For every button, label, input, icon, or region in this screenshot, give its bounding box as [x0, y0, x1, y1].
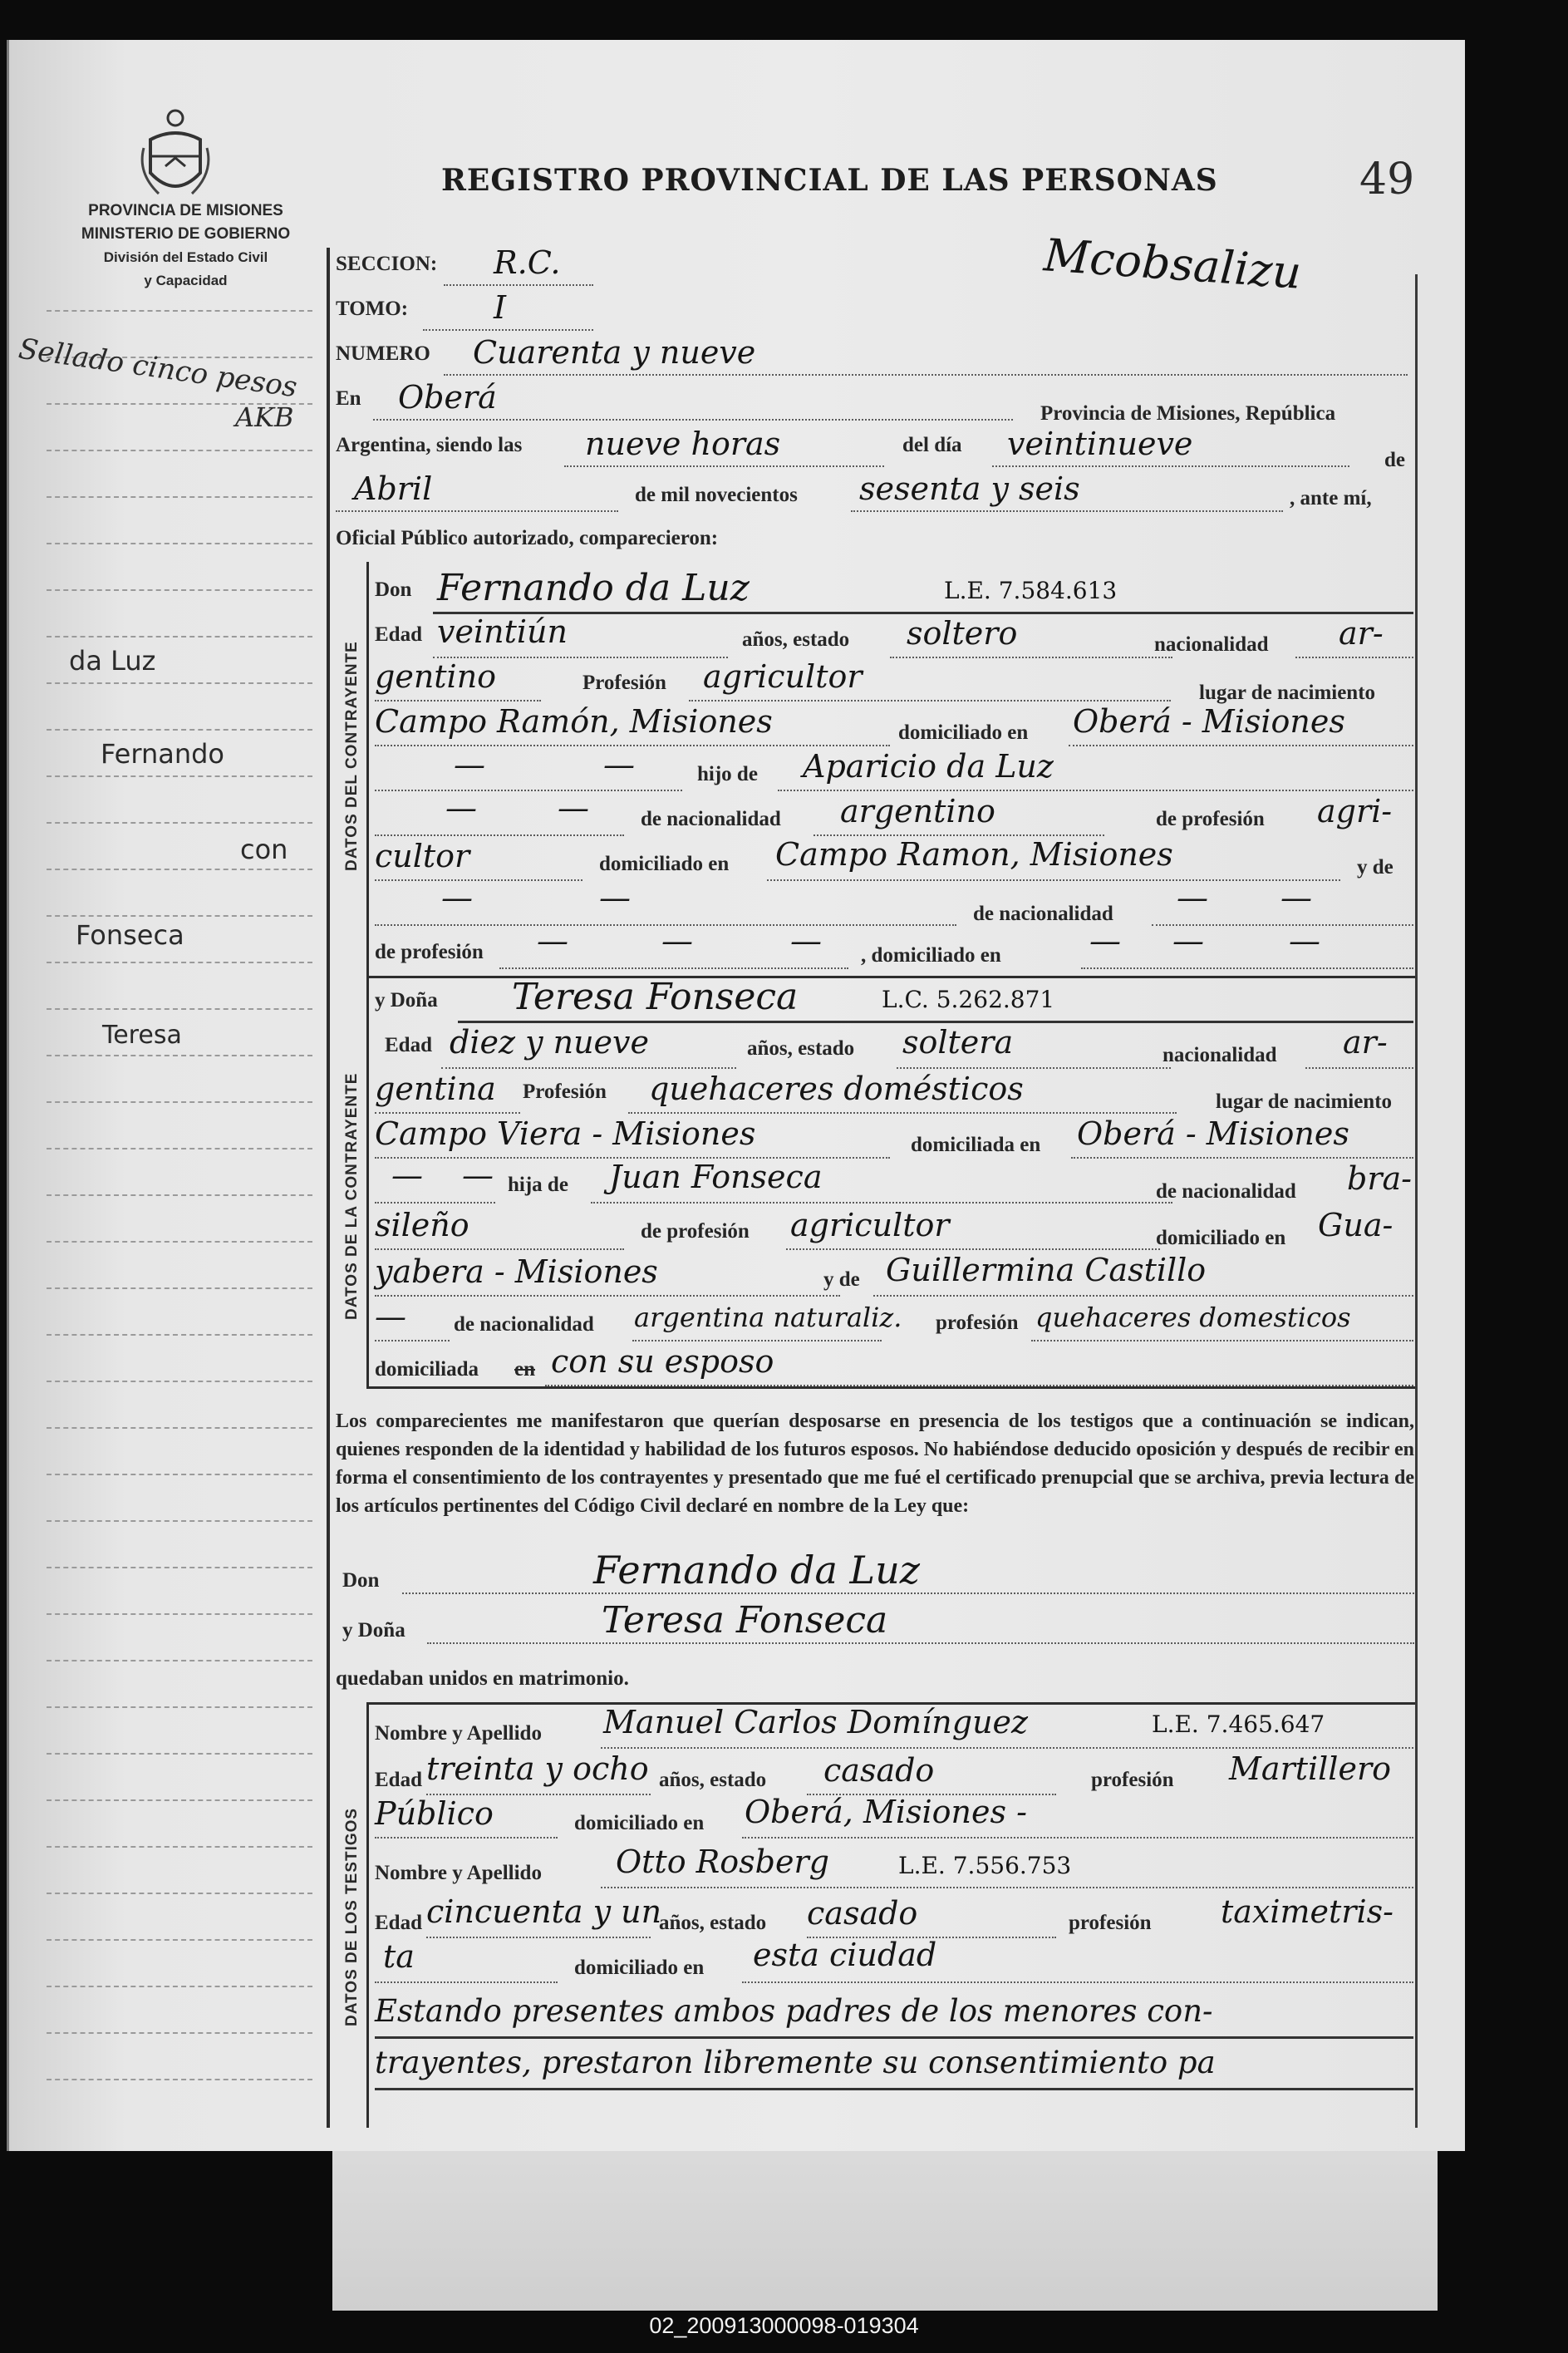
section-bar-witnesses — [366, 1702, 369, 2128]
label-argentina: Argentina, siendo las — [336, 434, 523, 456]
label-numero: NUMERO — [336, 342, 430, 365]
margin-rule — [47, 1334, 312, 1336]
section-bar-bride — [366, 976, 369, 1388]
page-number: 49 — [1359, 155, 1415, 204]
value-dia: veintinueve — [1007, 426, 1193, 462]
fill-line — [545, 1385, 1413, 1386]
fill-line — [423, 329, 593, 331]
page-title: REGISTRO PROVINCIAL DE LAS PERSONAS — [441, 163, 1218, 198]
bride-edad: diez y nueve — [450, 1024, 650, 1061]
margin-rule — [47, 1381, 312, 1382]
label-de-profesion: de profesión — [641, 1220, 750, 1243]
section-label-groom: DATOS DEL CONTRAYENTE — [343, 641, 361, 871]
row-groom-name — [375, 567, 1413, 617]
bride-padre-domicilio-a: Gua- — [1318, 1207, 1394, 1243]
row-decl-dona — [336, 1599, 1414, 1647]
margin-name: Teresa — [102, 1021, 182, 1050]
fill-line — [499, 967, 848, 969]
margin-rule — [47, 1893, 312, 1894]
margin-name: Fonseca — [76, 919, 184, 951]
margin-rule — [47, 729, 312, 731]
row-bride-lugar — [375, 1115, 1413, 1164]
label-hijo-de: hijo de — [697, 763, 758, 785]
label-de-profesion: de profesión — [375, 941, 484, 963]
fill-line — [742, 1837, 1413, 1839]
value-tomo: I — [494, 289, 507, 326]
margin-rule — [47, 1241, 312, 1243]
w2-document: L.E. 7.556.753 — [898, 1852, 1072, 1879]
row-anio — [336, 472, 1416, 517]
row-tomo — [336, 291, 834, 336]
fill-line — [433, 612, 1413, 614]
fill-line — [427, 1642, 1414, 1644]
label-lugar: lugar de nacimiento — [1216, 1090, 1393, 1113]
label-nacionalidad: nacionalidad — [1154, 633, 1269, 656]
margin-rule — [47, 1939, 312, 1941]
blank-mark: — — [1280, 879, 1312, 916]
official-signature: Mcobsalizu — [1042, 229, 1304, 299]
fill-line — [767, 879, 1340, 881]
margin-rule — [47, 1474, 312, 1475]
margin-rule — [47, 962, 312, 963]
blank-mark: — — [1089, 923, 1121, 959]
office-line: y Capacidad — [144, 273, 228, 288]
w1-estado: casado — [823, 1752, 935, 1789]
value-anio: sesenta y seis — [859, 470, 1080, 507]
row-bride-edad — [375, 1024, 1413, 1072]
fill-line — [591, 1202, 1172, 1204]
w1-document: L.E. 7.465.647 — [1152, 1711, 1325, 1738]
section-label-bride: DATOS DE LA CONTRAYENTE — [343, 1072, 361, 1320]
office-line: MINISTERIO DE GOBIERNO — [81, 225, 291, 243]
value-seccion: R.C. — [494, 244, 561, 281]
bride-padre-nacionalidad-b: sileño — [375, 1207, 469, 1243]
row-seccion — [336, 246, 834, 291]
fill-line — [1305, 1067, 1413, 1069]
bride-madre-profesion: quehaceres domesticos — [1035, 1302, 1351, 1333]
margin-rule — [47, 1101, 312, 1103]
label-anios-estado: años, estado — [659, 1769, 767, 1791]
bride-padre-nacionalidad-a: bra- — [1347, 1160, 1412, 1197]
fill-line — [601, 1887, 1413, 1888]
blank-mark: — — [537, 923, 568, 959]
groom-domicilio: Oberá - Misiones — [1073, 703, 1345, 740]
w1-profesion-a: Martillero — [1229, 1750, 1391, 1787]
label-del-dia: del día — [902, 434, 962, 456]
bride-nacionalidad-b: gentina — [375, 1071, 496, 1107]
row-groom-lugar — [375, 703, 1413, 751]
margin-rule — [47, 589, 312, 591]
fill-line — [689, 700, 1171, 701]
label-de-nacionalidad: de nacionalidad — [454, 1313, 594, 1336]
fill-line — [375, 1202, 495, 1204]
fill-line — [628, 1112, 1177, 1114]
fill-line — [1295, 657, 1413, 658]
w2-name: Otto Rosberg — [616, 1844, 829, 1880]
fill-line — [375, 790, 682, 791]
margin-rule — [47, 1799, 312, 1801]
note-line-2: trayentes, prestaron libremente su consentimiento pa — [375, 2045, 1216, 2080]
blank-mark: — — [391, 1157, 423, 1194]
bride-domicilio: Oberá - Misiones — [1077, 1115, 1349, 1152]
row-oficial — [336, 520, 1416, 565]
section-bar-groom — [366, 562, 369, 977]
document-page — [7, 40, 1465, 2151]
margin-rule — [47, 2032, 312, 2034]
underlying-page — [332, 2128, 1438, 2311]
label-domiciliado: domiciliado en — [1156, 1227, 1286, 1249]
label-edad: Edad — [385, 1034, 432, 1056]
w1-edad: treinta y ocho — [426, 1750, 649, 1787]
label-profesion: Profesión — [582, 672, 666, 694]
label-mil: de mil novecientos — [635, 484, 798, 506]
label-oficial: Oficial Público autorizado, comparecieron: — [336, 527, 719, 549]
value-horas: nueve horas — [585, 426, 781, 462]
row-numero — [336, 336, 1408, 381]
margin-divider — [327, 248, 330, 2128]
margin-rule — [47, 1567, 312, 1568]
label-edad: Edad — [375, 1769, 422, 1791]
margin-rule — [47, 1753, 312, 1755]
fill-line — [601, 1747, 1413, 1749]
margin-rule — [47, 682, 312, 684]
image-caption: 02_200913000098-019304 — [649, 2313, 919, 2338]
label-domiciliado: domiciliado en — [574, 1812, 705, 1834]
label-domiciliada: domiciliada — [375, 1358, 479, 1381]
fill-line — [851, 510, 1283, 512]
groom-padre-profesion-a: agri- — [1317, 793, 1393, 829]
w2-profesion-a: taximetris- — [1221, 1893, 1394, 1930]
margin-stamp-note: Sellado cinco pesos — [16, 332, 299, 405]
label-profesion: profesión — [936, 1312, 1019, 1334]
margin-rule — [47, 1846, 312, 1848]
fill-line — [375, 1295, 840, 1297]
bride-profesion: quehaceres domésticos — [649, 1071, 1024, 1107]
label-ante: , ante mí, — [1290, 487, 1372, 509]
margin-rule — [47, 915, 312, 917]
margin-rule — [47, 636, 312, 637]
row-bride-madre-nac — [375, 1298, 1413, 1348]
margin-rule — [47, 1660, 312, 1661]
margin-rule — [47, 869, 312, 870]
fill-line — [1031, 1340, 1413, 1341]
label-de: de — [1384, 449, 1405, 471]
bride-padre-profesion: agricultor — [790, 1207, 950, 1243]
w1-name: Manuel Carlos Domínguez — [603, 1704, 1029, 1740]
bride-padre-domicilio-b: yabera - Misiones — [375, 1253, 658, 1290]
label-domiciliada: domiciliada en — [911, 1134, 1041, 1156]
decl-don-name: Fernando da Luz — [593, 1548, 920, 1592]
row-w1-domicilio — [375, 1794, 1413, 1842]
label-lugar: lugar de nacimiento — [1199, 682, 1376, 704]
blank-mark: — — [603, 746, 635, 783]
groom-padre-nacionalidad: argentino — [840, 793, 995, 829]
margin-rule — [47, 1986, 312, 1987]
row-groom-madre-nac — [375, 879, 1413, 933]
office-line: PROVINCIA DE MISIONES — [88, 202, 283, 219]
row-en — [336, 381, 1416, 426]
row-w2-edad — [375, 1895, 1413, 1940]
fill-line — [336, 510, 618, 512]
label-en: En — [336, 387, 361, 410]
row-groom-padre-dom — [375, 836, 1413, 888]
blank-mark: — — [1172, 923, 1204, 959]
label-y-dona: y Doña — [375, 989, 438, 1012]
fill-line — [873, 1295, 1413, 1297]
fill-line — [402, 1592, 1414, 1594]
label-nombre-apellido: Nombre y Apellido — [375, 1862, 542, 1884]
label-y-de: y de — [823, 1268, 860, 1291]
groom-document: L.E. 7.584.613 — [944, 577, 1118, 604]
groom-estado: soltero — [907, 615, 1018, 652]
label-en-struck: en — [514, 1358, 535, 1381]
fill-line — [373, 419, 1013, 421]
fill-line — [375, 700, 541, 701]
margin-rule — [47, 310, 312, 312]
label-nacionalidad: nacionalidad — [1162, 1044, 1277, 1066]
fill-line — [786, 1248, 1160, 1250]
margin-rule — [47, 1520, 312, 1522]
label-tomo: TOMO: — [336, 298, 409, 320]
blank-mark: — — [441, 879, 473, 916]
fill-line — [375, 2036, 1413, 2039]
row-bride-padre-prof — [375, 1207, 1413, 1257]
bride-lugar: Campo Viera - Misiones — [375, 1115, 756, 1152]
label-domiciliado: domiciliado en — [574, 1957, 705, 1979]
margin-rule — [47, 1194, 312, 1196]
blank-mark: — — [558, 790, 589, 826]
margin-rule — [47, 1287, 312, 1289]
fill-line — [375, 1340, 450, 1341]
note-line-1: Estando presentes ambos padres de los menores con- — [375, 1993, 1213, 2029]
w2-domicilio: esta ciudad — [753, 1937, 937, 1973]
groom-nacionalidad-b: gentino — [375, 658, 497, 695]
row-note-2 — [375, 2046, 1413, 2091]
w2-edad: cincuenta y un — [426, 1893, 662, 1930]
groom-padre: Aparicio da Luz — [803, 748, 1054, 785]
fill-line — [742, 1981, 1413, 1983]
label-domiciliado: domiciliado en — [599, 853, 730, 875]
label-don: Don — [342, 1569, 380, 1592]
margin-name: con — [240, 834, 288, 865]
label-edad: Edad — [375, 623, 422, 646]
label-profesion: Profesión — [523, 1081, 607, 1103]
decl-dona-name: Teresa Fonseca — [602, 1599, 888, 1642]
row-w2-domicilio — [375, 1937, 1413, 1986]
groom-padre-domicilio: Campo Ramon, Misiones — [775, 836, 1173, 873]
fill-line — [375, 2088, 1413, 2090]
label-domiciliado: , domiciliado en — [861, 944, 1001, 967]
label-y-dona: y Doña — [342, 1619, 406, 1642]
row-hora — [336, 427, 1416, 472]
fill-line — [375, 1112, 520, 1114]
label-anios-estado: años, estado — [747, 1037, 855, 1060]
blank-mark: — — [1289, 923, 1320, 959]
groom-profesion: agricultor — [703, 658, 863, 695]
bride-madre-nacionalidad: argentina naturaliz. — [634, 1302, 902, 1333]
groom-edad: veintiún — [437, 613, 568, 650]
bride-madre-domicilio: con su esposo — [551, 1343, 774, 1380]
fill-line — [1069, 745, 1413, 746]
fill-line — [375, 879, 582, 881]
blank-mark: — — [454, 746, 485, 783]
fill-line — [1071, 1157, 1413, 1159]
bride-padre: Juan Fonseca — [609, 1159, 823, 1195]
fill-line — [992, 465, 1349, 467]
value-en: Oberá — [398, 379, 497, 416]
margin-initials: AKB — [235, 401, 294, 433]
margin-rule — [47, 822, 312, 824]
margin-rule — [47, 1055, 312, 1056]
row-w2-name — [375, 1845, 1413, 1890]
label-de-nacionalidad: de nacionalidad — [1156, 1180, 1296, 1203]
row-note-1 — [375, 1995, 1413, 2040]
row-groom-madre-prof — [375, 923, 1413, 976]
row-groom-profesion — [375, 658, 1413, 706]
label-de-profesion: de profesión — [1156, 808, 1265, 830]
fill-line — [444, 284, 593, 286]
bride-document: L.C. 5.262.871 — [882, 986, 1055, 1013]
fill-line — [897, 1067, 1171, 1069]
fill-line — [375, 834, 624, 836]
w2-profesion-b: ta — [383, 1938, 415, 1975]
section-label-witnesses: DATOS DE LOS TESTIGOS — [343, 1807, 361, 2026]
label-de-nacionalidad: de nacionalidad — [641, 808, 781, 830]
row-bride-madre-dom — [375, 1343, 1413, 1391]
label-provincia: Provincia de Misiones, República — [1040, 402, 1336, 425]
w1-domicilio: Oberá, Misiones - — [745, 1794, 1027, 1830]
margin-rule — [47, 543, 312, 544]
margin-rule — [47, 775, 312, 777]
margin-rule — [47, 450, 312, 451]
office-heading — [47, 199, 325, 293]
w2-estado: casado — [807, 1895, 918, 1932]
fill-line — [444, 374, 1408, 376]
groom-name: Fernando da Luz — [437, 567, 750, 609]
label-hija-de: hija de — [508, 1174, 568, 1196]
fill-line — [441, 1067, 736, 1069]
fill-line — [426, 1937, 651, 1938]
groom-lugar: Campo Ramón, Misiones — [375, 703, 773, 740]
blank-mark: — — [462, 1157, 494, 1194]
row-w1-name — [375, 1706, 1413, 1750]
bride-madre: Guillermina Castillo — [886, 1252, 1207, 1288]
blank-mark: — — [599, 879, 631, 916]
w1-profesion-b: Público — [375, 1795, 494, 1832]
row-groom-edad — [375, 613, 1413, 662]
groom-nacionalidad-a: ar- — [1339, 615, 1384, 652]
row-w1-edad — [375, 1752, 1413, 1797]
office-line: División del Estado Civil — [103, 249, 268, 265]
blank-mark: — — [445, 790, 477, 826]
margin-rule — [47, 1706, 312, 1708]
label-nombre-apellido: Nombre y Apellido — [375, 1722, 542, 1745]
row-decl-closing — [336, 1656, 1414, 1701]
label-anios-estado: años, estado — [659, 1912, 767, 1934]
bride-estado: soltera — [902, 1024, 1014, 1061]
row-bride-profesion — [375, 1071, 1413, 1119]
label-anios-estado: años, estado — [742, 628, 850, 651]
row-bride-madre — [375, 1252, 1413, 1303]
margin-name: da Luz — [69, 645, 156, 677]
row-groom-padre — [375, 746, 1413, 798]
fill-line — [375, 1837, 558, 1839]
label-profesion: profesión — [1091, 1769, 1174, 1791]
label-profesion: profesión — [1069, 1912, 1152, 1934]
margin-rule — [47, 1613, 312, 1615]
margin-name: Fernando — [101, 738, 224, 770]
label-y-de: y de — [1357, 856, 1394, 879]
margin-rule — [47, 2079, 312, 2080]
margin-rule — [47, 1148, 312, 1149]
blank-mark: — — [1177, 879, 1208, 916]
label-don: Don — [375, 578, 412, 601]
fill-line — [778, 790, 1413, 791]
blank-mark: — — [375, 1298, 406, 1335]
label-edad: Edad — [375, 1912, 422, 1934]
fill-line — [632, 1340, 882, 1341]
label-de-nacionalidad: de nacionalidad — [973, 903, 1113, 925]
row-bride-padre — [375, 1157, 1413, 1210]
fill-line — [375, 1248, 624, 1250]
margin-rule — [47, 1427, 312, 1429]
bride-name: Teresa Fonseca — [512, 976, 799, 1018]
value-mes: Abril — [354, 470, 433, 507]
bride-nacionalidad-a: ar- — [1343, 1024, 1388, 1061]
fill-line — [1081, 967, 1413, 969]
declaration-text: Los comparecientes me manifestaron que querían desposarse en presencia de los testigos que a continuación se indican, quienes responden de la identidad y habilidad de los futuros esposos. No habiéndose deducido oposición y después de recibir en forma el consentimiento de los contrayentes y presentado que me fué el certificado prenupcial que se archiva, previa lectura de los artículos pertinentes del Código Civil declaré en nombre de la Ley que: — [336, 1410, 1414, 1517]
fill-line — [564, 465, 884, 467]
row-bride-name — [375, 976, 1413, 1026]
margin-rule — [47, 496, 312, 498]
label-seccion: SECCION: — [336, 253, 438, 275]
margin-rule — [47, 1008, 312, 1010]
row-decl-don — [336, 1548, 1414, 1597]
fill-line — [375, 1981, 558, 1983]
value-numero: Cuarenta y nueve — [473, 334, 756, 371]
fill-line — [458, 1021, 1413, 1023]
blank-mark: — — [661, 923, 693, 959]
closing-text: quedaban unidos en matrimonio. — [336, 1667, 629, 1690]
blank-mark: — — [790, 923, 822, 959]
coat-of-arms-icon — [134, 106, 217, 206]
fill-line — [890, 657, 1172, 658]
groom-padre-profesion-b: cultor — [375, 838, 470, 874]
label-domiciliado: domiciliado en — [898, 721, 1029, 744]
